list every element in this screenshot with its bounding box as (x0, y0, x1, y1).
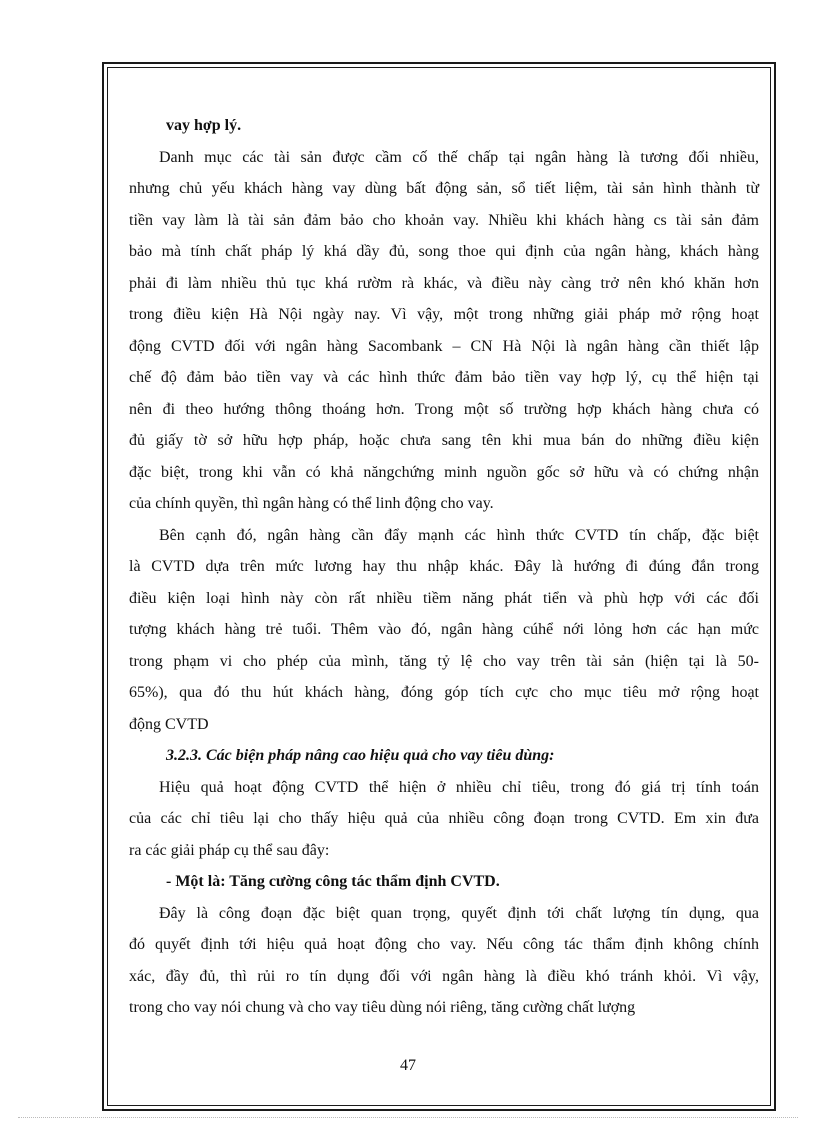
page-number: 47 (400, 1057, 416, 1074)
text-line: ra các giải pháp cụ thể sau đây: (129, 841, 330, 859)
text-line: trong điều kiện Hà Nội ngày nay. Vì vậy, một trong những giải pháp mở rộng hoạt (129, 306, 759, 323)
text-line: Danh mục các tài sản được cầm cố thế chấp tại ngân hàng là tương đối nhiều, (159, 148, 759, 166)
text-line: đặc biệt, trong khi vẫn có khả năngchứng minh nguồn gốc sở hữu và có chứng nhận (129, 463, 759, 481)
text-line: của chính quyền, thì ngân hàng có thể linh động cho vay. (129, 495, 494, 512)
text-line: tượng khách hàng trẻ tuổi. Thêm vào đó, ngân hàng cúhể nới lỏng hơn các hạn mức (129, 621, 759, 638)
document-body (129, 110, 759, 1024)
text-line: tiền vay làm là tài sản đảm bảo cho khoản vay. Nhiều khi khách hàng cs tài sản đảm (129, 211, 759, 229)
page-edge-divider (18, 1117, 798, 1118)
text-line: nhưng chủ yếu khách hàng vay dùng bất động sản, sổ tiết liệm, tài sản hình thành từ (129, 180, 759, 197)
text-line: trong cho vay nói chung và cho vay tiêu dùng nói riêng, tăng cường chất lượng (129, 999, 636, 1016)
text-line: đủ giấy tờ sở hữu hợp pháp, hoặc chưa sang tên khi mua bán do những điều kiện (129, 432, 759, 449)
text-line: động CVTD đối với ngân hàng Sacombank – CN Hà Nội là ngân hàng cần thiết lập (129, 337, 759, 355)
paragraph (129, 898, 759, 1024)
text-line: của các chỉ tiêu lại cho thấy hiệu quả của nhiều công đoạn trong CVTD. Em xin đưa (129, 810, 759, 827)
subheading: - Một là: Tăng cường công tác thẩm định CVTD. (166, 873, 500, 890)
text-line: là CVTD dựa trên mức lương hay thu nhập khác. Đây là hướng đi đúng đắn trong (129, 558, 759, 575)
text-line: động CVTD (129, 715, 209, 733)
text-line: chế độ đảm bảo tiền vay và các hình thức đảm bảo tiền vay hợp lý, cụ thể hiện tại (129, 369, 759, 386)
text-line: 65%), qua đó thu hút khách hàng, đóng góp tích cực cho mục tiêu mở rộng hoạt (129, 684, 759, 701)
text-line: đó quyết định tới hiệu quả hoạt động cho vay. Nếu công tác thẩm định không chính (129, 936, 759, 953)
section-heading: 3.2.3. Các biện pháp nâng cao hiệu quả cho vay tiêu dùng: (166, 747, 555, 764)
text-line: xác, đầy đủ, thì rủi ro tín dụng đối với ngân hàng là điều khó tránh khỏi. Vì vậy, (129, 967, 759, 985)
text-line: phải đi làm nhiều thủ tục khá rườm rà khác, và điều này càng trở nên khó khăn hơn (129, 274, 759, 292)
text-line: trong phạm vi cho phép của mình, tăng tỷ lệ cho vay trên tài sản (hiện tại là 50- (129, 652, 759, 670)
paragraph (129, 520, 759, 741)
text-line: điều kiện loại hình này còn rất nhiều tiềm năng phát tiển và phù hợp với các đối (129, 589, 759, 607)
text-line: Hiệu quả hoạt động CVTD thể hiện ở nhiều chỉ tiêu, trong đó giá trị tính toán (159, 778, 759, 796)
text-line: Đây là công đoạn đặc biệt quan trọng, quyết định tới chất lượng tín dụng, qua (159, 904, 759, 922)
paragraph (129, 772, 759, 867)
text-line: bảo mà tính chất pháp lý khá dầy đủ, song thoe qui định của ngân hàng, khách hàng (129, 243, 759, 260)
text-line: Bên cạnh đó, ngân hàng cần đẩy mạnh các hình thức CVTD tín chấp, đặc biệt (159, 526, 759, 544)
text-line: vay hợp lý. (166, 117, 242, 134)
text-line: nên đi theo hướng thông thoáng hơn. Trong một số trường hợp khách hàng chưa có (129, 400, 759, 418)
paragraph (129, 142, 759, 520)
